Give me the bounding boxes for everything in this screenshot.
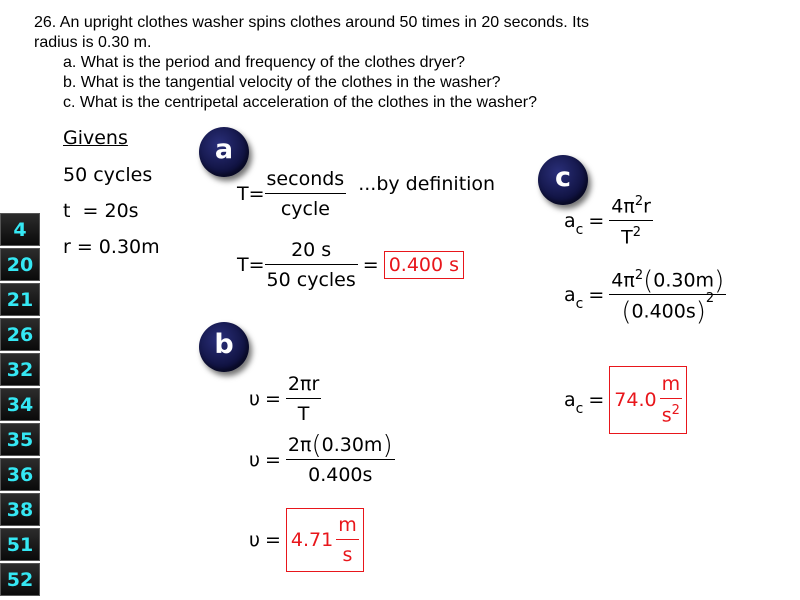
subscript-c: c [575,296,584,313]
velocity-substitution-fraction [286,430,395,486]
radius-value: 0.30m [321,434,383,456]
fraction-denominator: T [297,403,310,425]
centripetal-answer [609,366,687,434]
unit-numerator: m [336,514,359,540]
fraction-denominator: $T^2$ [621,225,642,249]
equals-sign: = [588,284,605,307]
nav-item-38[interactable]: 38 [0,493,40,526]
problem-line-2: radius is 0.30 m. [34,34,152,51]
question-c: c. What is the centripetal acceleration of the clothes in the washer? [63,94,538,111]
centripetal-substitution-fraction [609,265,726,328]
velocity-value: 4.71 [290,529,334,551]
right-paren: ) [714,265,725,296]
left-paren: ( [643,265,654,296]
nav-item-34[interactable]: 34 [0,388,40,421]
exponent: 2 [671,403,680,419]
fraction-denominator [609,291,726,328]
equals-sign: = [265,449,281,471]
unit-denominator: s [342,544,353,566]
acceleration-symbol: $a_c$ [564,284,584,313]
period-definition [237,168,495,220]
fraction-numerator [609,194,653,221]
equals-sign: = [265,388,281,410]
left-paren: ( [311,430,322,461]
velocity-formula-fraction [286,373,321,425]
nav-item-4[interactable]: 4 [0,213,40,246]
unit-numerator: m [660,373,683,399]
period-symbol: T= [237,183,265,205]
velocity-formula [249,373,321,425]
velocity-answer [286,508,364,572]
centripetal-result [564,366,687,434]
exponent: 2 [705,291,715,307]
four-pi: 4π [611,269,635,292]
definition-note: ...by definition [358,173,496,195]
equals-sign: = [265,529,281,551]
velocity-result [249,508,364,572]
nav-item-51[interactable]: 51 [0,528,40,561]
velocity-symbol: υ [249,529,260,551]
acceleration-symbol: $a_c$ [564,389,584,417]
equals-sign: = [588,389,605,411]
fraction-numerator: 20 s [265,239,358,265]
equals-sign: = [362,254,379,276]
badge-a: a [199,127,249,177]
fraction-numerator: 2πr [286,373,321,399]
nav-item-52[interactable]: 52 [0,563,40,596]
given-time: t = 20s [63,200,139,222]
unit-denominator: $s^2$ [661,403,680,427]
fraction-denominator: 50 cycles [266,269,356,291]
period-value: 0.400s [631,300,696,323]
radius-value: 0.30m [653,269,715,292]
subscript-c: c [575,222,584,239]
badge-b: b [199,322,249,372]
problem-line-1: 26. An upright clothes washer spins clothes around 50 times in 20 seconds. Its [34,14,589,31]
givens-title: Givens [63,127,128,149]
period-calculation [237,239,464,291]
equals-sign: = [588,210,605,233]
four-pi: 4π [611,195,635,218]
acceleration-symbol: $a_c$ [564,210,584,239]
centripetal-substitution [564,265,726,328]
nav-item-20[interactable]: 20 [0,248,40,281]
exponent: 2 [634,268,644,283]
question-b: b. What is the tangential velocity of the clothes in the washer? [63,74,501,91]
centripetal-formula-fraction [609,194,653,249]
fraction-denominator: 0.400s [308,464,373,486]
left-paren: ( [621,297,632,328]
velocity-substitution [249,430,395,486]
exponent: 2 [632,225,642,241]
fraction-denominator: cycle [280,198,330,220]
acceleration-unit [660,373,683,426]
seconds-per-cycle-fraction [265,168,347,220]
given-radius: r = 0.30m [63,236,160,258]
problem-nav [0,213,42,598]
exponent: 2 [634,194,644,209]
nav-item-26[interactable]: 26 [0,318,40,351]
subscript-c: c [575,401,584,417]
period-symbol: T= [237,254,265,276]
velocity-symbol: υ [249,388,260,410]
right-paren: ) [382,430,393,461]
nav-item-36[interactable]: 36 [0,458,40,491]
fraction-numerator: seconds [265,168,347,194]
radius-symbol: r [643,195,651,218]
given-cycles: 50 cycles [63,164,153,186]
velocity-symbol: υ [249,449,260,471]
nav-item-35[interactable]: 35 [0,423,40,456]
velocity-unit [336,514,359,566]
nav-item-21[interactable]: 21 [0,283,40,316]
question-a: a. What is the period and frequency of the clothes dryer? [63,54,466,71]
centripetal-formula [564,194,653,249]
problem-statement [34,13,589,113]
badge-c: c [538,155,588,205]
nav-item-32[interactable]: 32 [0,353,40,386]
fraction-numerator [286,430,395,461]
two-pi: 2π [287,434,312,456]
acceleration-value: 74.0 [614,389,657,411]
period-fraction [265,239,358,291]
period-answer: 0.400 s [384,251,464,279]
right-paren: ) [695,297,706,328]
